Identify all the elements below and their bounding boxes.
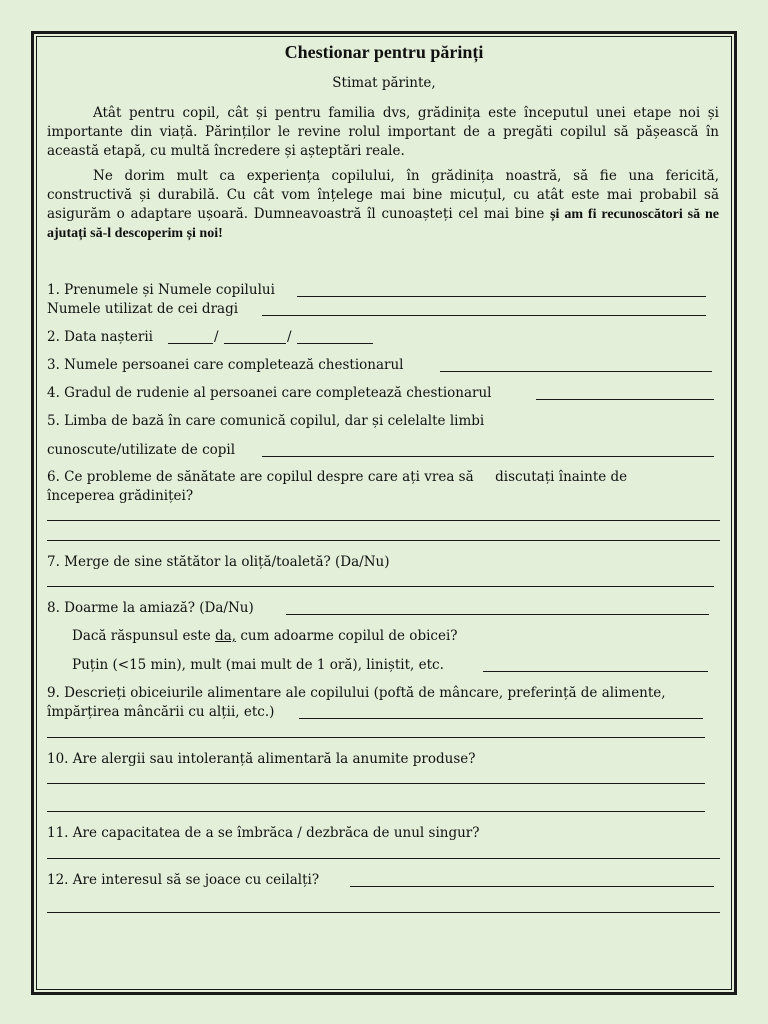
birth-month-line[interactable] [224,343,286,344]
form-title: Chestionar pentru părinți [284,42,484,62]
question-5-label: 5. Limba de bază în care comunică copilul, dar și celelalte limbi [47,413,485,429]
question-7-answer-line[interactable] [47,586,714,587]
question-6-label: 6. Ce probleme de sănătate are copilul despre care ați vrea să discutați înainte de [47,469,628,485]
question-8b-label: Puțin (<15 min), mult (mai mult de 1 oră), liniștit, etc. [72,657,444,673]
question-10-answer-line-1[interactable] [47,783,705,784]
birth-day-line[interactable] [168,343,213,344]
question-1-answer-line[interactable] [297,296,706,297]
question-3-answer-line[interactable] [440,371,712,372]
greeting: Stimat părinte, [332,75,436,91]
intro-paragraph-1: Atât pentru copil, cât și pentru familia dvs, grădinița este începutul unei etape noi și importante din viață. Părinților le revine rolul important de a pregăti copilul să pășească în această etapă, cu multă încredere și așteptări reale. [47,105,719,159]
question-11-answer-line[interactable] [47,858,720,859]
question-11-label: 11. Are capacitatea de a se îmbrăca / dezbrăca de unul singur? [47,825,480,841]
question-9b-label: împărțirea mâncării cu alții, etc.) [47,704,275,720]
question-4-label: 4. Gradul de rudenie al persoanei care completează chestionarul [47,385,492,401]
question-6-answer-line-2[interactable] [47,540,720,541]
question-7-label: 7. Merge de sine stătător la oliță/toaletă? (Da/Nu) [47,554,390,570]
question-8a-label: Dacă răspunsul este da, cum adoarme copilul de obicei? [72,628,458,644]
question-10-answer-line-2[interactable] [47,811,705,812]
question-1-label: 1. Prenumele și Numele copilului [47,282,275,298]
intro-paragraph-2: Ne dorim mult ca experiența copilului, în grădinița noastră, să fie una fericită, constructivă și durabilă. Cu cât vom înțelege mai bine micuțul, cu atât este mai probabil să asigurăm o adaptare ușoară. Dumneavoastră îl cunoașteți cel mai bine și am fi recunoscători să ne ajutați să-l descoperim și noi! [47,168,719,241]
question-9-answer-line-1[interactable] [299,718,703,719]
date-separator: / [214,329,219,345]
question-1b-label: Numele utilizat de cei dragi [47,301,239,317]
question-3-label: 3. Numele persoanei care completează chestionarul [47,357,404,373]
question-12-answer-line-1[interactable] [350,886,714,887]
question-5b-label: cunoscute/utilizate de copil [47,442,236,458]
question-6-answer-line-1[interactable] [47,520,720,521]
question-8-label: 8. Doarme la amiază? (Da/Nu) [47,600,254,616]
question-12-answer-line-2[interactable] [47,912,720,913]
question-1b-answer-line[interactable] [262,315,706,316]
question-9-answer-line-2[interactable] [47,737,705,738]
date-separator: / [287,329,292,345]
question-12-label: 12. Are interesul să se joace cu ceilalți? [47,872,320,888]
question-6b-label: începerea grădiniței? [47,488,194,504]
birth-year-line[interactable] [297,343,373,344]
question-2-label: 2. Data nașterii [47,329,153,345]
question-8b-answer-line[interactable] [483,671,708,672]
question-5-answer-line[interactable] [262,456,714,457]
question-4-answer-line[interactable] [536,399,714,400]
question-8-answer-line[interactable] [286,614,709,615]
question-10-label: 10. Are alergii sau intoleranță alimentară la anumite produse? [47,751,476,767]
question-9-label: 9. Descrieți obiceiurile alimentare ale copilului (poftă de mâncare, preferință de alimente, [47,685,666,701]
